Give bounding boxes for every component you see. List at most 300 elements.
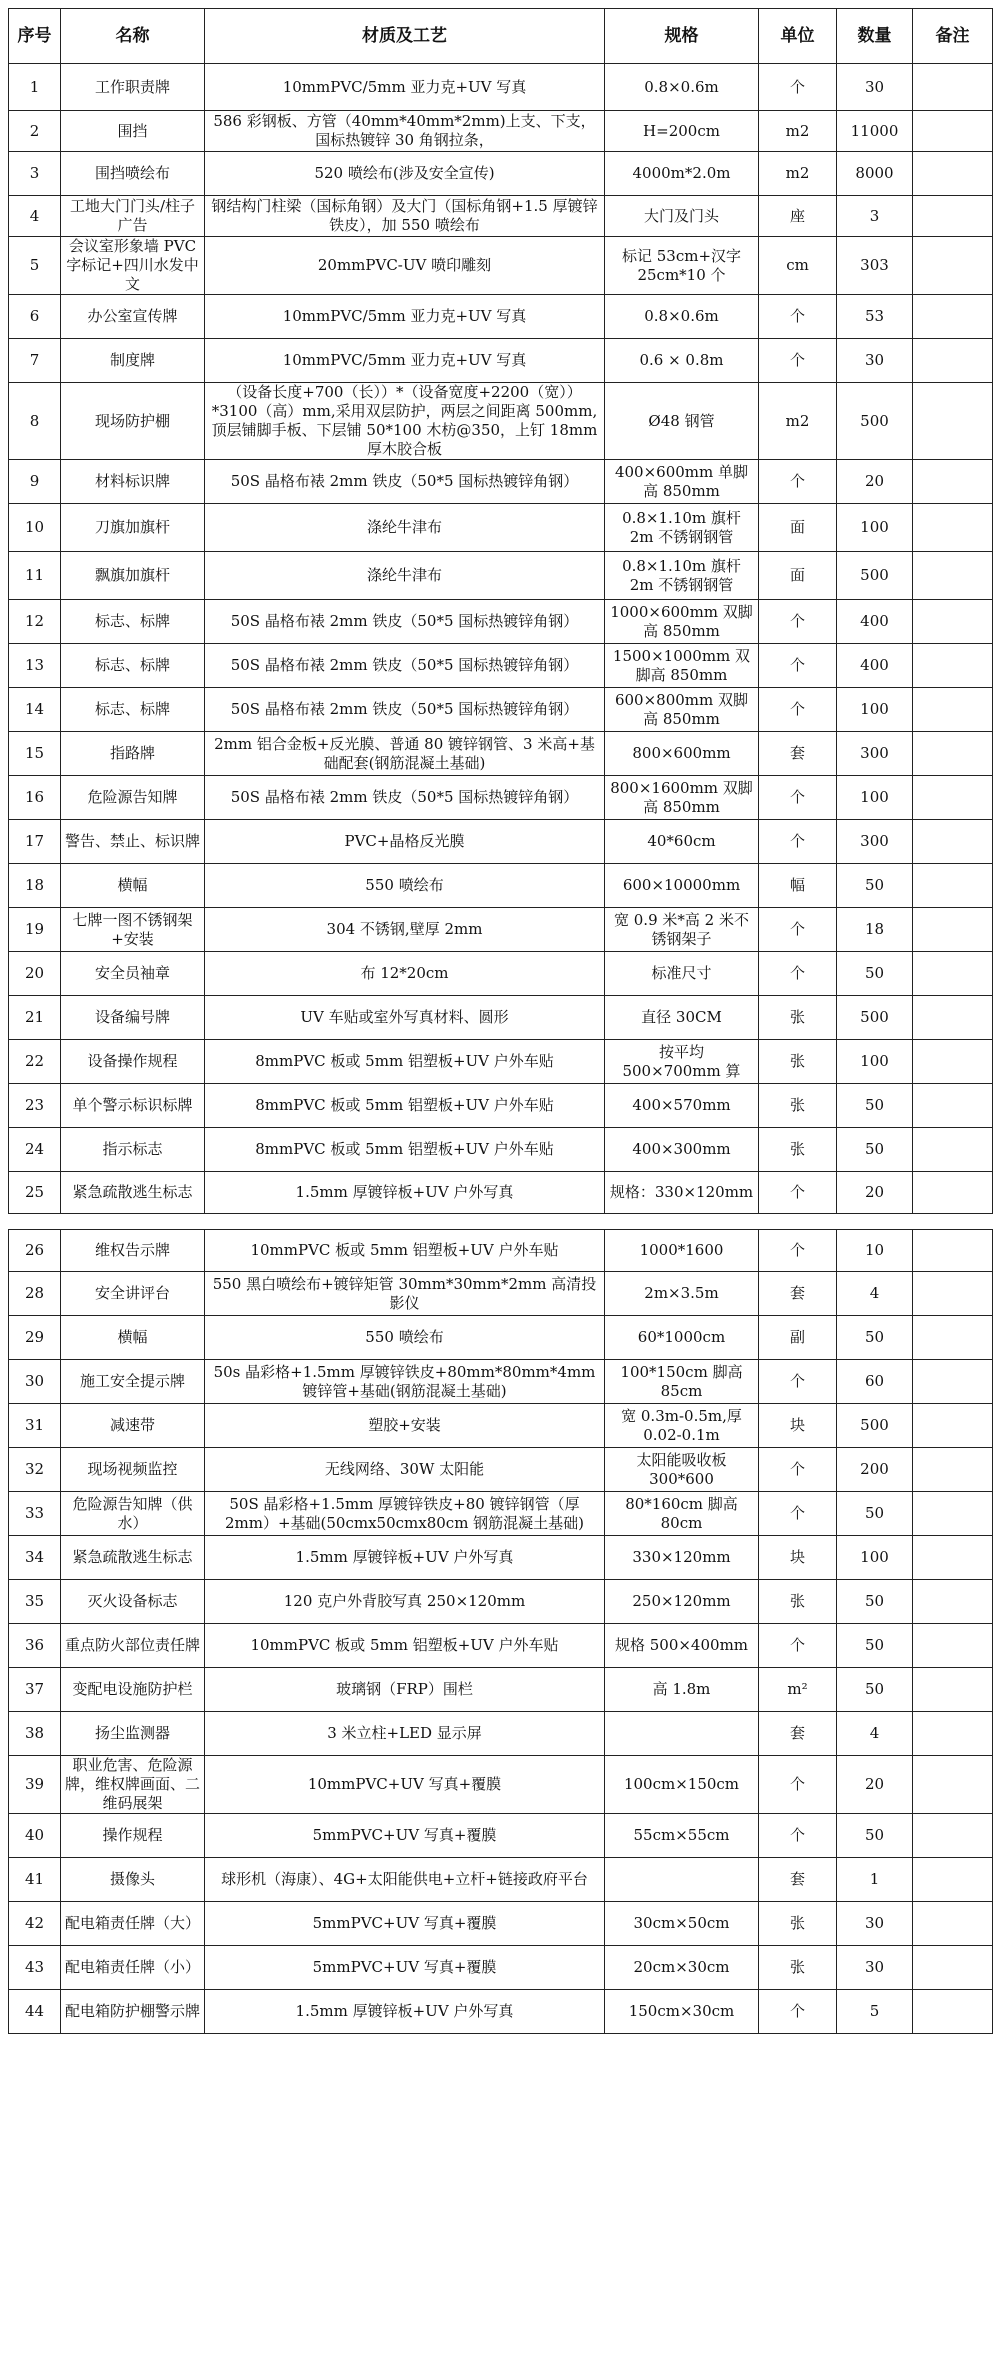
table-cell: 宽 0.3m-0.5m,厚 0.02-0.1m: [605, 1404, 759, 1448]
table-row: [9, 1946, 993, 1990]
table-cell: 50S 晶格布裱 2mm 铁皮（50*5 国标热镀锌角钢）: [205, 776, 605, 820]
table-cell: 块: [759, 1404, 837, 1448]
table-cell: 7: [9, 339, 61, 383]
table-row: [9, 1668, 993, 1712]
table-row: [9, 1448, 993, 1492]
table-cell: 8mmPVC 板或 5mm 铝塑板+UV 户外车贴: [205, 1040, 605, 1084]
table-cell: H=200cm: [605, 111, 759, 152]
table-cell: 2: [9, 111, 61, 152]
table-cell: [913, 1536, 993, 1580]
table-cell: 1000×600mm 双脚高 850mm: [605, 600, 759, 644]
table-cell: 10mmPVC 板或 5mm 铝塑板+UV 户外车贴: [205, 1230, 605, 1272]
table-cell: 5mmPVC+UV 写真+覆膜: [205, 1902, 605, 1946]
table-cell: 3: [837, 196, 913, 237]
table-cell: 50: [837, 1580, 913, 1624]
table-row: [9, 1580, 993, 1624]
table-cell: [913, 952, 993, 996]
table-cell: 办公室宣传牌: [61, 295, 205, 339]
table-cell: 43: [9, 1946, 61, 1990]
table-cell: 指示标志: [61, 1128, 205, 1172]
table-cell: [913, 1902, 993, 1946]
table-cell: 张: [759, 1040, 837, 1084]
header-cell: 序号: [9, 9, 61, 64]
table-cell: 个: [759, 1756, 837, 1814]
table-cell: 1.5mm 厚镀锌板+UV 户外写真: [205, 1172, 605, 1214]
table-cell: 520 喷绘布(涉及安全宣传): [205, 152, 605, 196]
table-row: [9, 552, 993, 600]
table-cell: 制度牌: [61, 339, 205, 383]
table-cell: 个: [759, 688, 837, 732]
table-cell: [913, 152, 993, 196]
table-cell: 危险源告知牌: [61, 776, 205, 820]
table-cell: 职业危害、危险源牌，维权牌画面、二维码展架: [61, 1756, 205, 1814]
table-cell: 250×120mm: [605, 1580, 759, 1624]
table-cell: 44: [9, 1990, 61, 2034]
table-cell: [605, 1858, 759, 1902]
table-cell: 个: [759, 1448, 837, 1492]
table-cell: 10mmPVC 板或 5mm 铝塑板+UV 户外车贴: [205, 1624, 605, 1668]
table-cell: 10mmPVC/5mm 亚力克+UV 写真: [205, 64, 605, 111]
table-cell: 0.6 × 0.8m: [605, 339, 759, 383]
table-cell: [913, 196, 993, 237]
table-cell: 41: [9, 1858, 61, 1902]
header-cell: 名称: [61, 9, 205, 64]
table-cell: 150cm×30cm: [605, 1990, 759, 2034]
table-cell: [913, 864, 993, 908]
table-cell: [913, 1128, 993, 1172]
table-row: [9, 1858, 993, 1902]
table-cell: 500: [837, 1404, 913, 1448]
table-row: [9, 64, 993, 111]
table-cell: 套: [759, 1712, 837, 1756]
table-cell: 宽 0.9 米*高 2 米不锈钢架子: [605, 908, 759, 952]
table-row: [9, 1536, 993, 1580]
table-cell: [913, 1448, 993, 1492]
table-cell: 50: [837, 1814, 913, 1858]
header-cell: 备注: [913, 9, 993, 64]
table-cell: 300: [837, 820, 913, 864]
table-cell: 39: [9, 1756, 61, 1814]
table-cell: 50S 晶格布裱 2mm 铁皮（50*5 国标热镀锌角钢）: [205, 688, 605, 732]
table-cell: [913, 1316, 993, 1360]
table-cell: 20: [9, 952, 61, 996]
table-cell: 涤纶牛津布: [205, 552, 605, 600]
table-row: [9, 1084, 993, 1128]
table-cell: 直径 30CM: [605, 996, 759, 1040]
table-cell: 25: [9, 1172, 61, 1214]
table-cell: 10mmPVC/5mm 亚力克+UV 写真: [205, 295, 605, 339]
table-row: [9, 152, 993, 196]
table-cell: [913, 295, 993, 339]
table-cell: 2mm 铝合金板+反光膜、普通 80 镀锌钢管、3 米高+基础配套(钢筋混凝土基础): [205, 732, 605, 776]
table-cell: 现场防护棚: [61, 383, 205, 460]
table-cell: 个: [759, 908, 837, 952]
table-cell: 37: [9, 1668, 61, 1712]
table-cell: 个: [759, 1360, 837, 1404]
table-cell: 减速带: [61, 1404, 205, 1448]
table-cell: 100: [837, 1040, 913, 1084]
table-cell: 600×800mm 双脚高 850mm: [605, 688, 759, 732]
table-cell: 5mmPVC+UV 写真+覆膜: [205, 1946, 605, 1990]
table-cell: 400×300mm: [605, 1128, 759, 1172]
table-cell: 10: [9, 504, 61, 552]
table-cell: [913, 1756, 993, 1814]
materials-table-continued: [8, 1229, 993, 2034]
table-cell: 个: [759, 1990, 837, 2034]
table-cell: 38: [9, 1712, 61, 1756]
table-cell: PVC+晶格反光膜: [205, 820, 605, 864]
table-cell: 维权告示牌: [61, 1230, 205, 1272]
table-row: [9, 1814, 993, 1858]
table-cell: [913, 1040, 993, 1084]
header-cell: 数量: [837, 9, 913, 64]
table-cell: 4: [9, 196, 61, 237]
table-row: [9, 1040, 993, 1084]
table-cell: 套: [759, 1858, 837, 1902]
table-cell: [913, 1230, 993, 1272]
table-cell: 800×600mm: [605, 732, 759, 776]
table-cell: 灭火设备标志: [61, 1580, 205, 1624]
table-cell: 100: [837, 688, 913, 732]
table-cell: 30: [837, 1902, 913, 1946]
table-cell: m2: [759, 383, 837, 460]
table-cell: 303: [837, 237, 913, 295]
table-cell: 50: [837, 1128, 913, 1172]
table-cell: 5: [837, 1990, 913, 2034]
table-cell: [913, 908, 993, 952]
table-cell: [913, 1946, 993, 1990]
table-cell: 50: [837, 864, 913, 908]
table-cell: 重点防火部位责任牌: [61, 1624, 205, 1668]
table-cell: 20: [837, 1172, 913, 1214]
table-cell: 个: [759, 1624, 837, 1668]
table-cell: 100: [837, 1536, 913, 1580]
table-cell: 20mmPVC-UV 喷印雕刻: [205, 237, 605, 295]
table-cell: 3 米立柱+LED 显示屏: [205, 1712, 605, 1756]
table-cell: Ø48 钢管: [605, 383, 759, 460]
table-cell: [913, 732, 993, 776]
table-cell: 3: [9, 152, 61, 196]
table-cell: [913, 1624, 993, 1668]
table-cell: 警告、禁止、标识牌: [61, 820, 205, 864]
table-cell: 31: [9, 1404, 61, 1448]
table-cell: 8000: [837, 152, 913, 196]
table-cell: [913, 1172, 993, 1214]
table-row: [9, 1172, 993, 1214]
table-cell: [913, 996, 993, 1040]
table-cell: 个: [759, 776, 837, 820]
table-cell: 横幅: [61, 1316, 205, 1360]
table-cell: 100cm×150cm: [605, 1756, 759, 1814]
table-cell: 26: [9, 1230, 61, 1272]
table-cell: 标准尺寸: [605, 952, 759, 996]
table-cell: 35: [9, 1580, 61, 1624]
table-cell: 12: [9, 600, 61, 644]
table-cell: 飘旗加旗杆: [61, 552, 205, 600]
table-cell: 张: [759, 1128, 837, 1172]
table-cell: [913, 776, 993, 820]
table-cell: 球形机（海康）、4G+太阳能供电+立杆+链接政府平台: [205, 1858, 605, 1902]
table-row: [9, 996, 993, 1040]
table-cell: 24: [9, 1128, 61, 1172]
table-cell: [913, 237, 993, 295]
table-cell: 40*60cm: [605, 820, 759, 864]
table-cell: [913, 1668, 993, 1712]
table-cell: [913, 339, 993, 383]
table-cell: 安全员袖章: [61, 952, 205, 996]
table-row: [9, 600, 993, 644]
table-cell: 500: [837, 552, 913, 600]
table-cell: 指路牌: [61, 732, 205, 776]
table-cell: 50: [837, 1668, 913, 1712]
table-cell: [913, 1814, 993, 1858]
table-cell: 400: [837, 600, 913, 644]
table-cell: 15: [9, 732, 61, 776]
table-row: [9, 1624, 993, 1668]
table-cell: [913, 688, 993, 732]
table-cell: 座: [759, 196, 837, 237]
table-cell: 29: [9, 1316, 61, 1360]
table-cell: 玻璃钢（FRP）围栏: [205, 1668, 605, 1712]
table-cell: 50: [837, 1624, 913, 1668]
table-cell: 设备编号牌: [61, 996, 205, 1040]
table-cell: [913, 1404, 993, 1448]
table-cell: [913, 1858, 993, 1902]
table-cell: 10mmPVC/5mm 亚力克+UV 写真: [205, 339, 605, 383]
table-cell: 个: [759, 64, 837, 111]
table-cell: 400×570mm: [605, 1084, 759, 1128]
table-cell: 18: [9, 864, 61, 908]
table-cell: 30: [9, 1360, 61, 1404]
table-cell: 300: [837, 732, 913, 776]
table-row: [9, 1712, 993, 1756]
table-row: [9, 952, 993, 996]
table-cell: [913, 1492, 993, 1536]
table-cell: 304 不锈钢,壁厚 2mm: [205, 908, 605, 952]
table-row: [9, 908, 993, 952]
table-cell: 套: [759, 1272, 837, 1316]
table-cell: 刀旗加旗杆: [61, 504, 205, 552]
table-row: [9, 295, 993, 339]
table-cell: 张: [759, 1580, 837, 1624]
table-cell: 个: [759, 1492, 837, 1536]
table-cell: 配电箱责任牌（小）: [61, 1946, 205, 1990]
table-cell: 张: [759, 1946, 837, 1990]
table-cell: 200: [837, 1448, 913, 1492]
table-cell: 10: [837, 1230, 913, 1272]
table-cell: [913, 111, 993, 152]
header-cell: 单位: [759, 9, 837, 64]
table-cell: 1.5mm 厚镀锌板+UV 户外写真: [205, 1536, 605, 1580]
table-cell: （设备长度+700（长））*（设备宽度+2200（宽））*3100（高）mm,采用双层防护，两层之间距离 500mm,顶层铺脚手板、下层铺 50*100 木枋@350，上钉 18mm 厚木胶合板: [205, 383, 605, 460]
table-cell: 330×120mm: [605, 1536, 759, 1580]
table-cell: 七牌一图不锈钢架+安装: [61, 908, 205, 952]
table-cell: 28: [9, 1272, 61, 1316]
table-cell: [913, 644, 993, 688]
table-cell: 幅: [759, 864, 837, 908]
table-cell: 5: [9, 237, 61, 295]
table-cell: m2: [759, 152, 837, 196]
table-cell: 个: [759, 1230, 837, 1272]
table-cell: 面: [759, 552, 837, 600]
table-cell: 材料标识牌: [61, 460, 205, 504]
table-cell: 23: [9, 1084, 61, 1128]
table-cell: 危险源告知牌（供水）: [61, 1492, 205, 1536]
table-cell: 60*1000cm: [605, 1316, 759, 1360]
table-cell: 1: [837, 1858, 913, 1902]
table-cell: 60: [837, 1360, 913, 1404]
table-cell: 50s 晶彩格+1.5mm 厚镀锌铁皮+80mm*80mm*4mm 镀锌管+基础(钢筋混凝土基础): [205, 1360, 605, 1404]
table-cell: 0.8×1.10m 旗杆 2m 不锈钢钢管: [605, 552, 759, 600]
table-cell: [913, 504, 993, 552]
table-cell: 横幅: [61, 864, 205, 908]
table-cell: 4000m*2.0m: [605, 152, 759, 196]
table-cell: m²: [759, 1668, 837, 1712]
table-cell: 20: [837, 460, 913, 504]
table-cell: 个: [759, 339, 837, 383]
table-cell: 11000: [837, 111, 913, 152]
table-cell: [913, 460, 993, 504]
table-row: [9, 383, 993, 460]
materials-table: [8, 8, 993, 1214]
table-cell: 30: [837, 339, 913, 383]
table-cell: 500: [837, 996, 913, 1040]
table-cell: 100*150cm 脚高 85cm: [605, 1360, 759, 1404]
table-cell: 紧急疏散逃生标志: [61, 1536, 205, 1580]
table-cell: 800×1600mm 双脚高 850mm: [605, 776, 759, 820]
table-cell: 50S 晶彩格+1.5mm 厚镀锌铁皮+80 镀锌钢管（厚 2mm）+基础(50cmx50cmx80cm 钢筋混凝土基础): [205, 1492, 605, 1536]
table-row: [9, 864, 993, 908]
table-row: [9, 1404, 993, 1448]
table-cell: 套: [759, 732, 837, 776]
document: [8, 8, 992, 2034]
table-cell: 42: [9, 1902, 61, 1946]
table-cell: [913, 1360, 993, 1404]
table-cell: 500: [837, 383, 913, 460]
table-row: [9, 644, 993, 688]
table-cell: 50S 晶格布裱 2mm 铁皮（50*5 国标热镀锌角钢）: [205, 600, 605, 644]
table-cell: 高 1.8m: [605, 1668, 759, 1712]
table-cell: 50S 晶格布裱 2mm 铁皮（50*5 国标热镀锌角钢）: [205, 460, 605, 504]
table-cell: 规格：330×120mm: [605, 1172, 759, 1214]
table-cell: 4: [837, 1272, 913, 1316]
table-row: [9, 1230, 993, 1272]
table-cell: 1500×1000mm 双脚高 850mm: [605, 644, 759, 688]
table-cell: 标志、标牌: [61, 688, 205, 732]
table-cell: 22: [9, 1040, 61, 1084]
table-cell: 13: [9, 644, 61, 688]
table-row: [9, 504, 993, 552]
table-cell: 21: [9, 996, 61, 1040]
table-cell: 550 喷绘布: [205, 864, 605, 908]
table-cell: [605, 1712, 759, 1756]
table-cell: UV 车贴或室外写真材料、圆形: [205, 996, 605, 1040]
table-cell: cm: [759, 237, 837, 295]
table-cell: 50S 晶格布裱 2mm 铁皮（50*5 国标热镀锌角钢）: [205, 644, 605, 688]
table-cell: 扬尘监测器: [61, 1712, 205, 1756]
table-cell: 标志、标牌: [61, 644, 205, 688]
table-cell: 设备操作规程: [61, 1040, 205, 1084]
table-cell: 变配电设施防护栏: [61, 1668, 205, 1712]
table-row: [9, 1272, 993, 1316]
table-cell: 钢结构门柱梁（国标角钢）及大门（国标角钢+1.5 厚镀锌铁皮），加 550 喷绘布: [205, 196, 605, 237]
table-cell: 36: [9, 1624, 61, 1668]
table-cell: [913, 64, 993, 111]
table-cell: [913, 383, 993, 460]
table-cell: 0.8×1.10m 旗杆 2m 不锈钢钢管: [605, 504, 759, 552]
table-row: [9, 776, 993, 820]
table-cell: 工作职责牌: [61, 64, 205, 111]
table-cell: 大门及门头: [605, 196, 759, 237]
table-cell: 张: [759, 996, 837, 1040]
table-cell: 50: [837, 1492, 913, 1536]
table-row: [9, 1756, 993, 1814]
table-row: [9, 1360, 993, 1404]
table-cell: 586 彩钢板、方管（40mm*40mm*2mm)上支、下支，国标热镀锌 30 角钢拉条，: [205, 111, 605, 152]
table-cell: 配电箱防护棚警示牌: [61, 1990, 205, 2034]
table-cell: 现场视频监控: [61, 1448, 205, 1492]
table-cell: 紧急疏散逃生标志: [61, 1172, 205, 1214]
table-cell: 17: [9, 820, 61, 864]
table-row: [9, 688, 993, 732]
header-cell: 材质及工艺: [205, 9, 605, 64]
table-cell: 个: [759, 295, 837, 339]
table-cell: 个: [759, 1814, 837, 1858]
table-cell: 5mmPVC+UV 写真+覆膜: [205, 1814, 605, 1858]
table-cell: 摄像头: [61, 1858, 205, 1902]
table-cell: 400×600mm 单脚高 850mm: [605, 460, 759, 504]
table-row: [9, 732, 993, 776]
table-cell: 1.5mm 厚镀锌板+UV 户外写真: [205, 1990, 605, 2034]
table-cell: 8mmPVC 板或 5mm 铝塑板+UV 户外车贴: [205, 1084, 605, 1128]
table-cell: 34: [9, 1536, 61, 1580]
table-cell: 塑胶+安装: [205, 1404, 605, 1448]
table-cell: 会议室形象墙 PVC 字标记+四川水发中文: [61, 237, 205, 295]
table-cell: 120 克户外背胶写真 250×120mm: [205, 1580, 605, 1624]
table-cell: 11: [9, 552, 61, 600]
table-cell: 600×10000mm: [605, 864, 759, 908]
table-cell: 8: [9, 383, 61, 460]
table-cell: 550 黑白喷绘布+镀锌矩管 30mm*30mm*2mm 高清投影仪: [205, 1272, 605, 1316]
table-cell: 块: [759, 1536, 837, 1580]
table-cell: 400: [837, 644, 913, 688]
table-cell: [913, 1272, 993, 1316]
table-cell: 6: [9, 295, 61, 339]
table-cell: 操作规程: [61, 1814, 205, 1858]
table-row: [9, 237, 993, 295]
table-cell: 30cm×50cm: [605, 1902, 759, 1946]
table-cell: 30: [837, 1946, 913, 1990]
table-cell: 标志、标牌: [61, 600, 205, 644]
table-row: [9, 460, 993, 504]
table-cell: 0.8×0.6m: [605, 295, 759, 339]
table-cell: 50: [837, 1316, 913, 1360]
table-cell: 50: [837, 1084, 913, 1128]
table-cell: 20: [837, 1756, 913, 1814]
table-cell: m2: [759, 111, 837, 152]
table-cell: 1: [9, 64, 61, 111]
table-cell: 53: [837, 295, 913, 339]
table-cell: [913, 1580, 993, 1624]
table-row: [9, 339, 993, 383]
table-cell: 2m×3.5m: [605, 1272, 759, 1316]
table-cell: 16: [9, 776, 61, 820]
table-cell: 8mmPVC 板或 5mm 铝塑板+UV 户外车贴: [205, 1128, 605, 1172]
table-cell: 无线网络、30W 太阳能: [205, 1448, 605, 1492]
table-cell: [913, 1712, 993, 1756]
table-cell: [913, 1990, 993, 2034]
table-cell: 19: [9, 908, 61, 952]
